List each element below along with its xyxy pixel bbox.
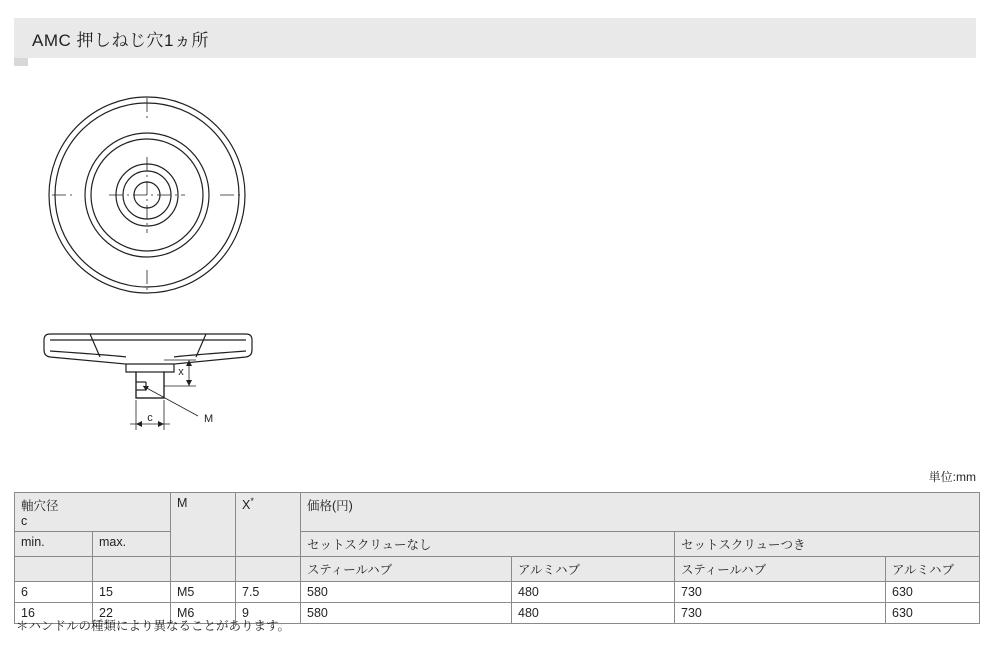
header-x (236, 493, 301, 557)
header-no-setscrew: セットスクリューなし (301, 532, 675, 557)
cell-alu-no-setscrew: 480 (512, 582, 675, 603)
cell-steel-with-setscrew: 730 (675, 603, 886, 624)
header-alu-hub-2: アルミハブ (886, 557, 980, 582)
svg-text:c: c (147, 412, 153, 424)
cell-alu-no-setscrew: 480 (512, 603, 675, 624)
unit-note: 単位:mm (928, 470, 976, 484)
cell-steel-no-setscrew: 580 (301, 582, 512, 603)
header-price-group (301, 493, 980, 532)
cell-alu-with-setscrew: 630 (886, 582, 980, 603)
cell-alu-with-setscrew: 630 (886, 603, 980, 624)
header-with-setscrew: セットスクリューつき (675, 532, 980, 557)
footnote: ＊ハンドルの種類により異なることがあります。 (16, 619, 291, 633)
cell-x: 9 (236, 603, 301, 624)
page-title: AMC 押しねじ穴1ヵ所 (32, 30, 209, 50)
cell-min: 16 (15, 603, 93, 624)
table-header-row-3 (15, 557, 980, 582)
cell-max: 15 (93, 582, 171, 603)
cell-steel-with-setscrew: 730 (675, 582, 886, 603)
cell-max: 22 (93, 603, 171, 624)
header-x-label: X (242, 498, 251, 513)
svg-text:x: x (178, 366, 184, 378)
header-steel-hub-2: スティールハブ (675, 557, 886, 582)
header-x-sup: * (250, 496, 254, 506)
header-m: M (171, 493, 236, 557)
header-steel-hub-1: スティールハブ (301, 557, 512, 582)
header-bore-label: 軸穴径 (21, 499, 59, 513)
page-header (14, 18, 976, 62)
cell-min: 6 (15, 582, 93, 603)
table-header-row-1 (15, 493, 980, 532)
cell-m: M6 (171, 603, 236, 624)
cell-x: 7.5 (236, 582, 301, 603)
table-header-row-2 (15, 532, 980, 557)
cell-m: M5 (171, 582, 236, 603)
header-price-label: 価格(円) (307, 499, 353, 513)
header-x-blank (236, 557, 301, 582)
header-bore-group (15, 493, 171, 532)
header-alu-hub-1: アルミハブ (512, 557, 675, 582)
header-bore-sub: c (21, 514, 28, 528)
header-max-blank (93, 557, 171, 582)
handwheel-front-view (30, 80, 290, 310)
handwheel-section-view (30, 320, 290, 470)
cell-steel-no-setscrew: 580 (301, 603, 512, 624)
specification-table (14, 492, 980, 624)
table-row (15, 582, 980, 603)
header-m-blank (171, 557, 236, 582)
svg-text:M: M (204, 413, 214, 425)
header-tab-decoration (14, 58, 28, 66)
header-bar (14, 18, 976, 58)
header-min-blank (15, 557, 93, 582)
header-min: min. (15, 532, 93, 557)
header-max: max. (93, 532, 171, 557)
